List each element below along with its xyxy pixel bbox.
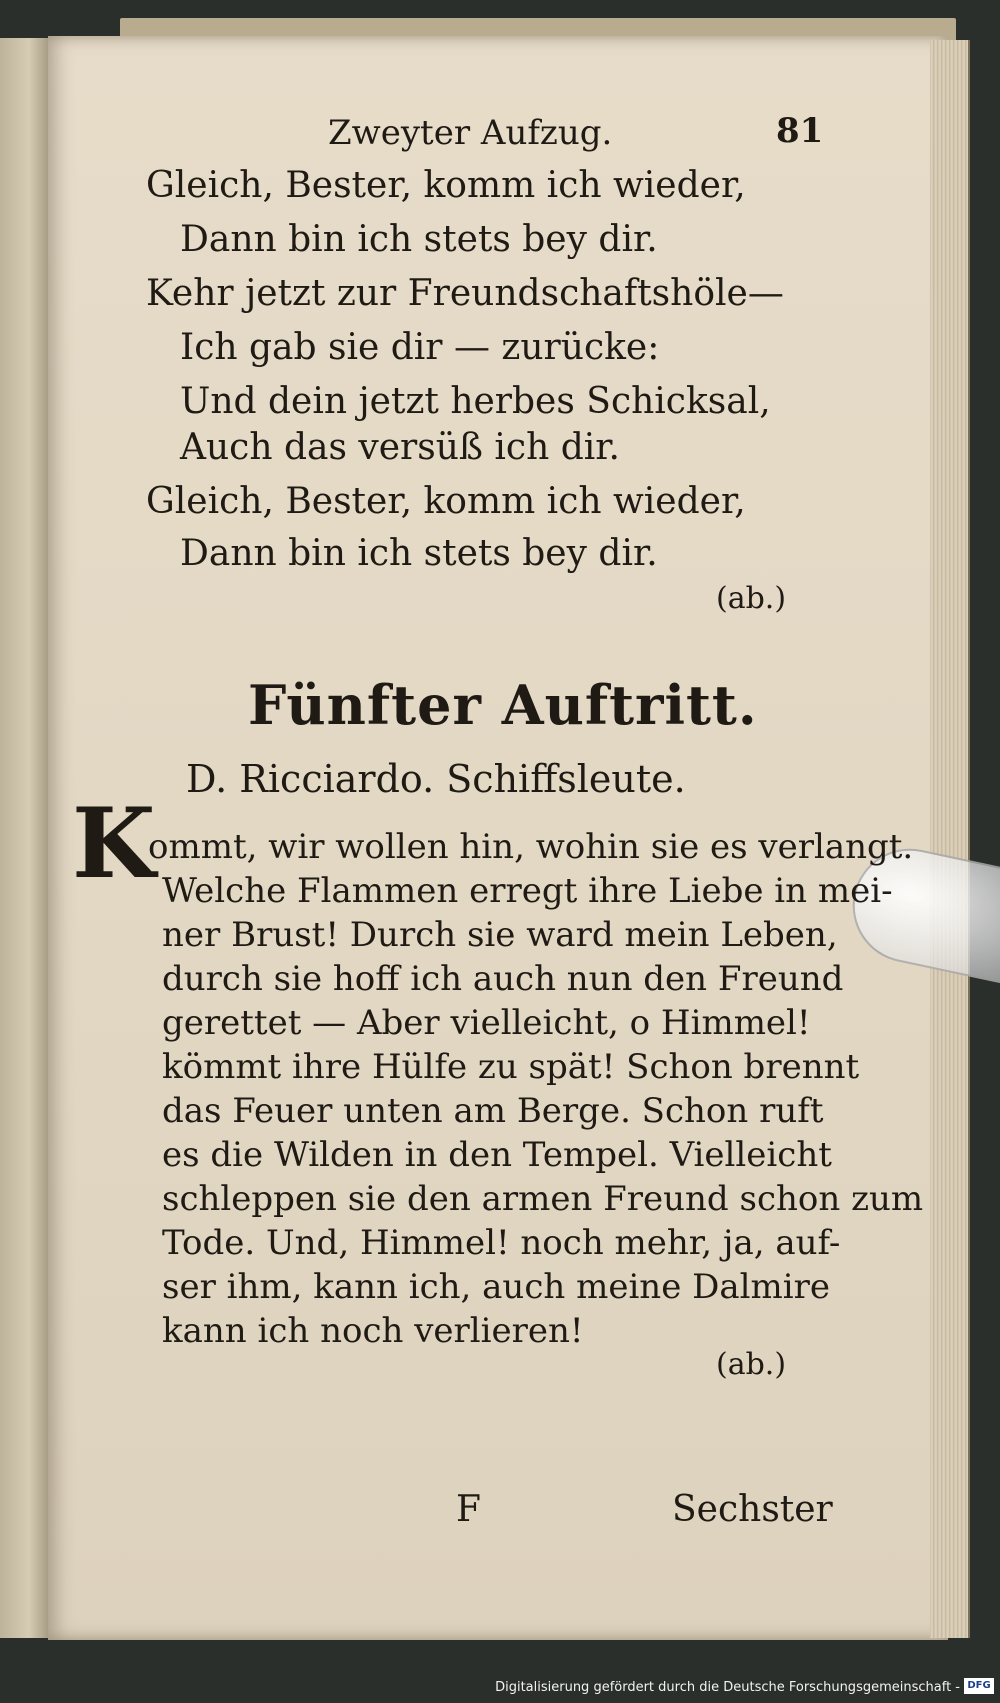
page-stack-edge xyxy=(930,40,970,1638)
stage-direction: (ab.) xyxy=(716,581,787,616)
signature-mark: F xyxy=(456,1489,481,1530)
verse-line: Ich gab sie dir — zurücke: xyxy=(180,327,660,368)
verse-line: Gleich, Bester, komm ich wieder, xyxy=(146,165,746,206)
running-head: Zweyter Aufzug. xyxy=(328,113,613,153)
prose-line: durch sie hoff ich auch nun den Freund xyxy=(162,959,844,999)
page-number: 81 xyxy=(776,111,824,151)
prose-line: kann ich noch verlieren! xyxy=(162,1311,584,1351)
dfg-logo: DFG xyxy=(964,1678,994,1694)
prose-line: es die Wilden in den Tempel. Vielleicht xyxy=(162,1135,832,1175)
stage-direction: (ab.) xyxy=(716,1347,787,1382)
verse-line: Kehr jetzt zur Freundschaftshöle— xyxy=(146,273,784,314)
drop-cap: K xyxy=(72,787,156,900)
prose-line: Tode. Und, Himmel! noch mehr, ja, auf- xyxy=(162,1223,841,1263)
character-list: D. Ricciardo. Schiffsleute. xyxy=(186,757,686,801)
verse-line: Auch das versüß ich dir. xyxy=(180,427,620,468)
prose-line: schleppen sie den armen Freund schon zum xyxy=(162,1179,924,1219)
verse-line: Dann bin ich stets bey dir. xyxy=(180,219,658,260)
prose-line: kömmt ihre Hülfe zu spät! Schon brennt xyxy=(162,1047,860,1087)
prose-line: das Feuer unten am Berge. Schon ruft xyxy=(162,1091,824,1131)
prose-line: ser ihm, kann ich, auch meine Dalmire xyxy=(162,1267,831,1307)
verse-line: Gleich, Bester, komm ich wieder, xyxy=(146,481,746,522)
catchword: Sechster xyxy=(672,1489,833,1530)
verse-line: Und dein jetzt herbes Schicksal, xyxy=(180,381,771,422)
prose-line: ner Brust! Durch sie ward mein Leben, xyxy=(162,915,838,955)
prose-line: ommt, wir wollen hin, wohin sie es verlangt. xyxy=(148,827,914,867)
verse-line: Dann bin ich stets bey dir. xyxy=(180,533,658,574)
digitization-credit: Digitalisierung gefördert durch die Deutsche Forschungsgemeinschaft - xyxy=(495,1680,960,1695)
prose-line: gerettet — Aber vielleicht, o Himmel! xyxy=(162,1003,811,1043)
scene-heading: Fünfter Auftritt. xyxy=(248,673,758,737)
prose-line: Welche Flammen erregt ihre Liebe in mei- xyxy=(162,871,893,911)
facing-page-edge xyxy=(0,38,50,1638)
